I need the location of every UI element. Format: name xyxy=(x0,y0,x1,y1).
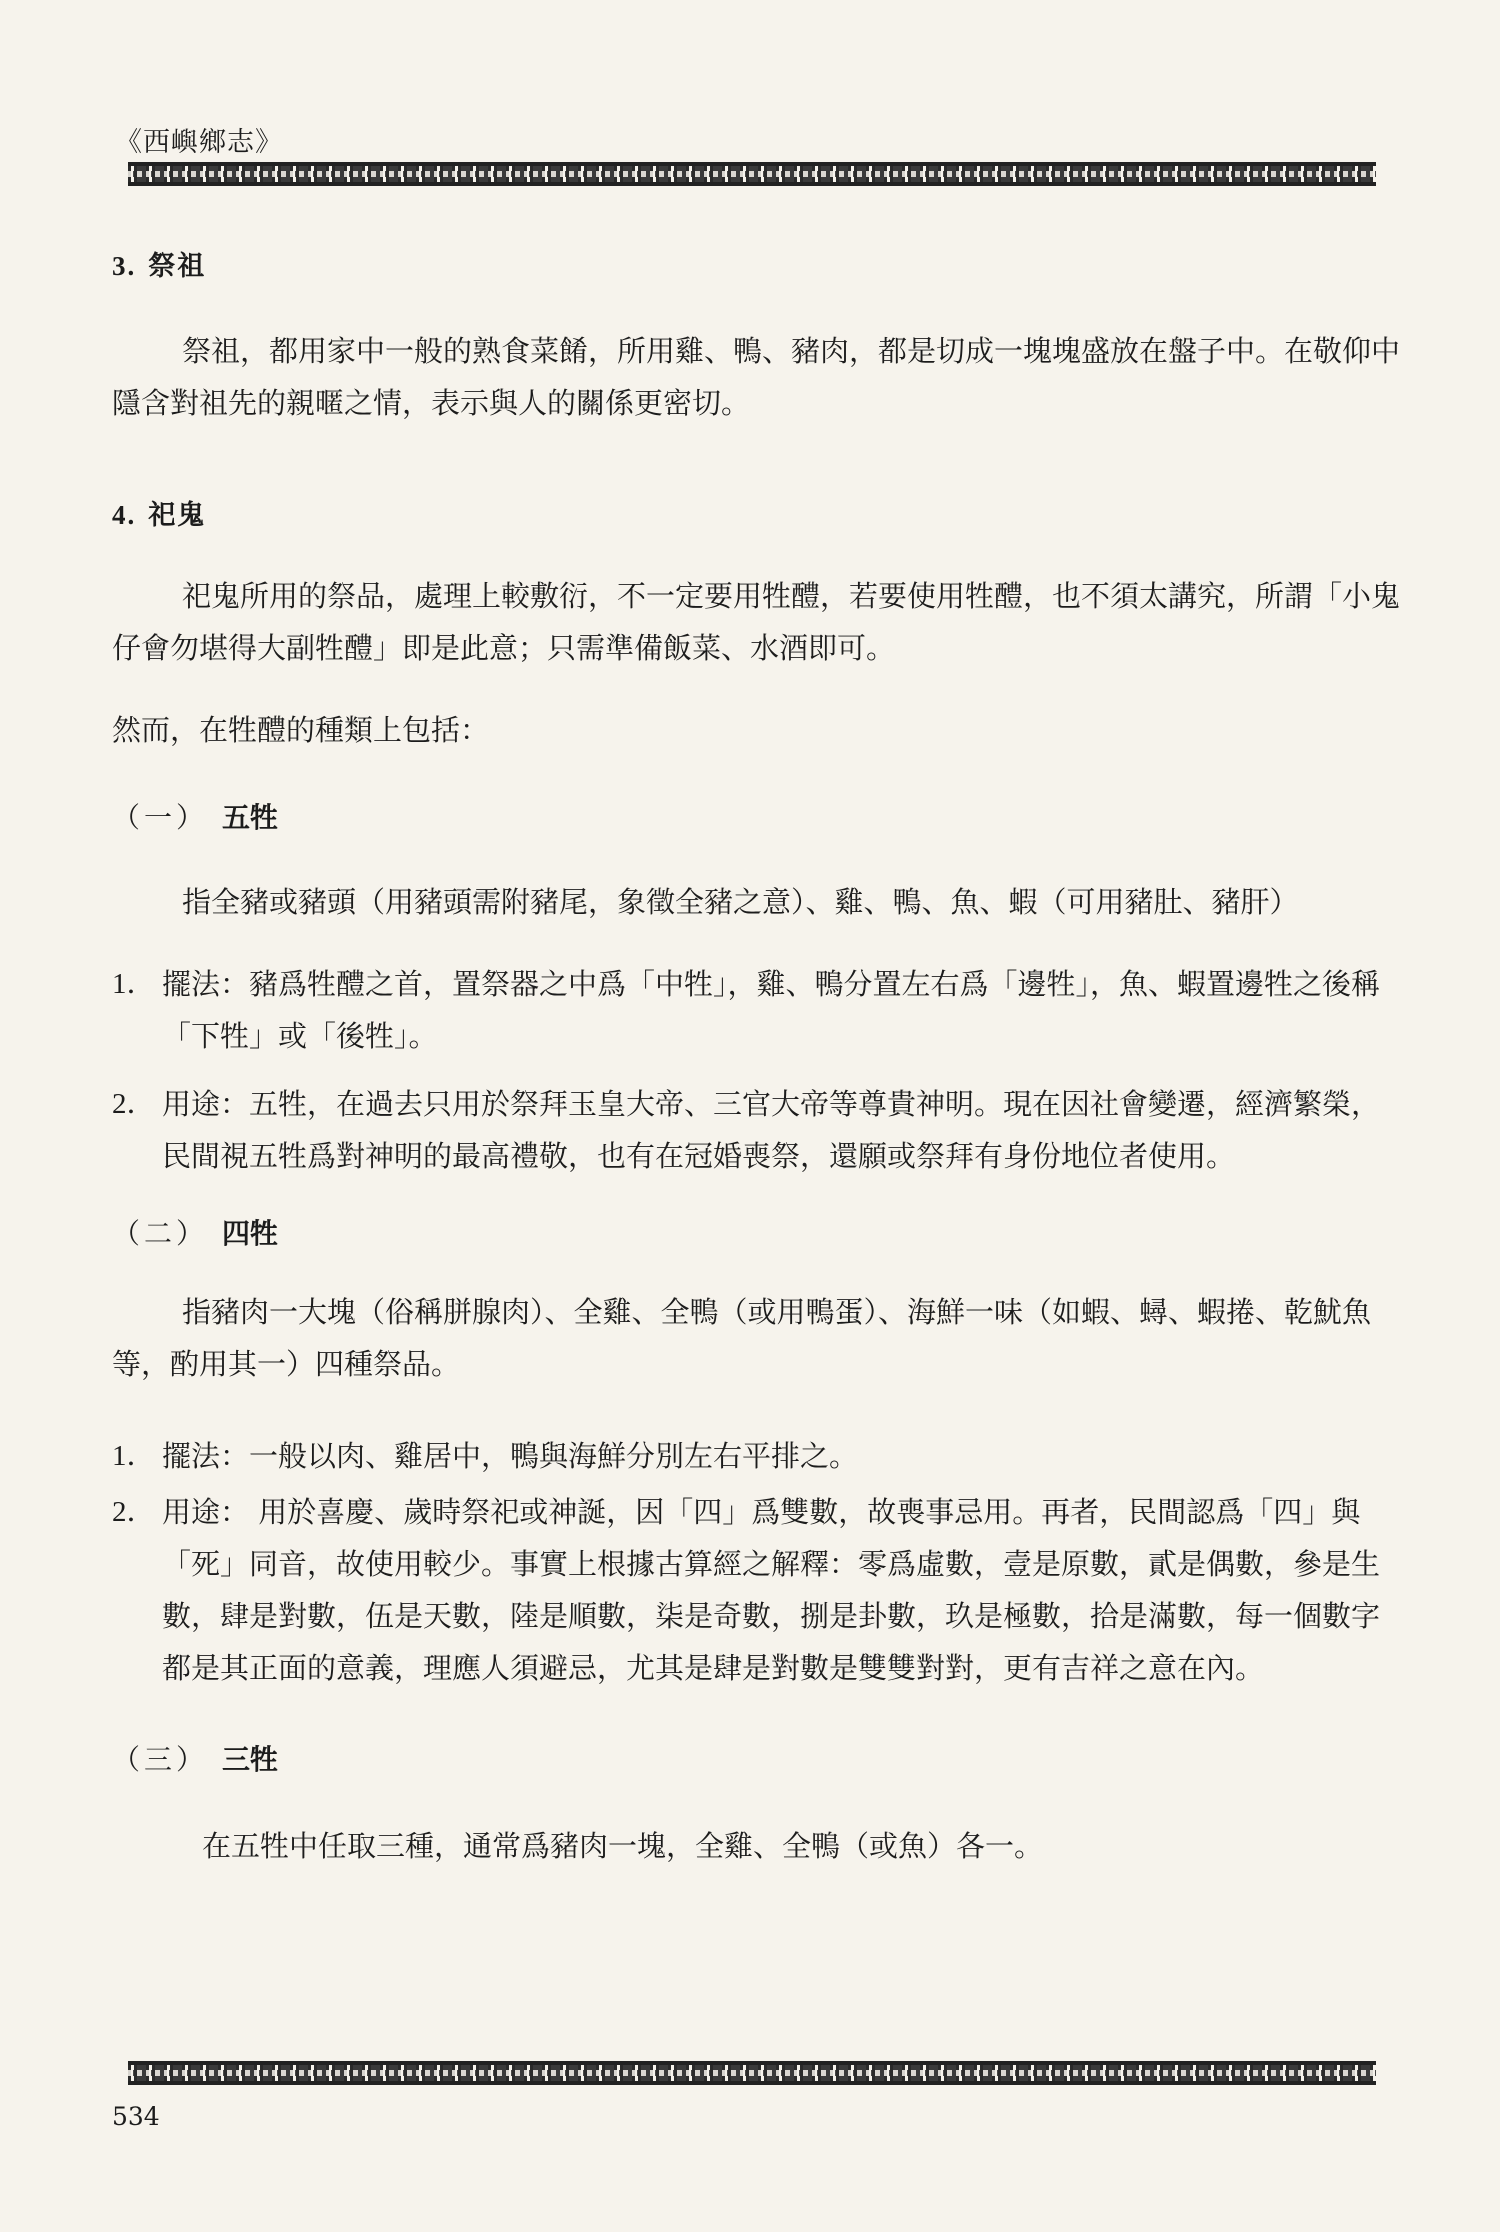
category-number: （二） xyxy=(112,1217,209,1250)
category-label: 四牲 xyxy=(222,1217,279,1250)
category-description: 在五牲中任取三種，通常爲豬肉一塊，全雞、全鴨（或魚）各一。 xyxy=(202,1829,1044,1863)
section-number: 3. xyxy=(112,251,137,281)
section-heading-4 xyxy=(112,493,1402,532)
section-number: 4. xyxy=(112,500,137,530)
list-text: 擺法：一般以肉、雞居中，鴨與海鮮分別左右平排之。 xyxy=(162,1439,859,1473)
list-item xyxy=(112,1078,1402,1182)
list-item xyxy=(112,1486,1402,1694)
list-item xyxy=(112,958,1402,1062)
category-heading-sisheng xyxy=(112,1212,1402,1252)
page-body xyxy=(112,238,1402,1872)
category-description: 指全豬或豬頭（用豬頭需附豬尾，象徵全豬之意）、雞、鴨、魚、蝦（可用豬肚、豬肝） xyxy=(182,885,1299,919)
lead-sentence: 然而，在牲醴的種類上包括： xyxy=(112,713,490,747)
page-number: 534 xyxy=(112,2102,160,2131)
list-text: 用途： 用於喜慶、歲時祭祀或神誕，因「四」爲雙數，故喪事忌用。再者，民間認爲「四」與「死」同音，故使用較少。事實上根據古算經之解釋：零爲虛數，壹是原數，貳是偶數，參是生數，肆是對數，伍是天數，陸是順數，柒是奇數，捌是卦數，玖是極數，拾是滿數，每一個數字都是其正面的意義，理應人須避忌，尤其是肆是對數是雙雙對對，更有吉祥之意在內。 xyxy=(162,1495,1381,1685)
category-number: （一） xyxy=(112,801,209,834)
list-item xyxy=(112,1430,1402,1482)
book-title: 《西嶼鄉志》 xyxy=(115,127,283,158)
list-text: 擺法：豬爲牲醴之首，置祭器之中爲「中牲」，雞、鴨分置左右爲「邊牲」，魚、蝦置邊牲之後稱「下牲」或「後牲」。 xyxy=(162,967,1381,1053)
list-index: 2． xyxy=(112,1088,156,1120)
list-index: 1． xyxy=(112,968,156,1000)
section-title: 祭祖 xyxy=(148,251,207,282)
section-heading-3 xyxy=(112,244,1402,283)
category-description: 指豬肉一大塊（俗稱胼腺肉）、全雞、全鴨（或用鴨蛋）、海鮮一味（如蝦、蟳、蝦捲、乾魷魚等，酌用其一）四種祭品。 xyxy=(112,1295,1372,1381)
category-label: 五牲 xyxy=(222,801,279,834)
category-label: 三牲 xyxy=(222,1743,279,1776)
category-number: （三） xyxy=(112,1743,209,1776)
category-heading-wusheng xyxy=(112,796,1402,836)
category-heading-sansheng xyxy=(112,1738,1402,1778)
bottom-decorative-border xyxy=(128,2061,1376,2085)
section-title: 祀鬼 xyxy=(148,500,207,531)
list-index: 2． xyxy=(112,1496,156,1528)
section-paragraph: 祭祖，都用家中一般的熟食菜餚，所用雞、鴨、豬肉，都是切成一塊塊盛放在盤子中。在敬仰中隱含對祖先的親暱之情，表示與人的關係更密切。 xyxy=(112,334,1401,420)
section-paragraph: 祀鬼所用的祭品，處理上較敷衍，不一定要用牲醴，若要使用牲醴，也不須太講究，所謂「小鬼仔會勿堪得大副牲醴」即是此意；只需準備飯菜、水酒即可。 xyxy=(112,579,1401,665)
list-index: 1． xyxy=(112,1440,156,1472)
top-decorative-border xyxy=(128,162,1376,186)
list-text: 用途：五牲，在過去只用於祭拜玉皇大帝、三官大帝等尊貴神明。現在因社會變遷，經濟繁榮，民間視五牲爲對神明的最高禮敬，也有在冠婚喪祭，還願或祭拜有身份地位者使用。 xyxy=(162,1087,1381,1173)
